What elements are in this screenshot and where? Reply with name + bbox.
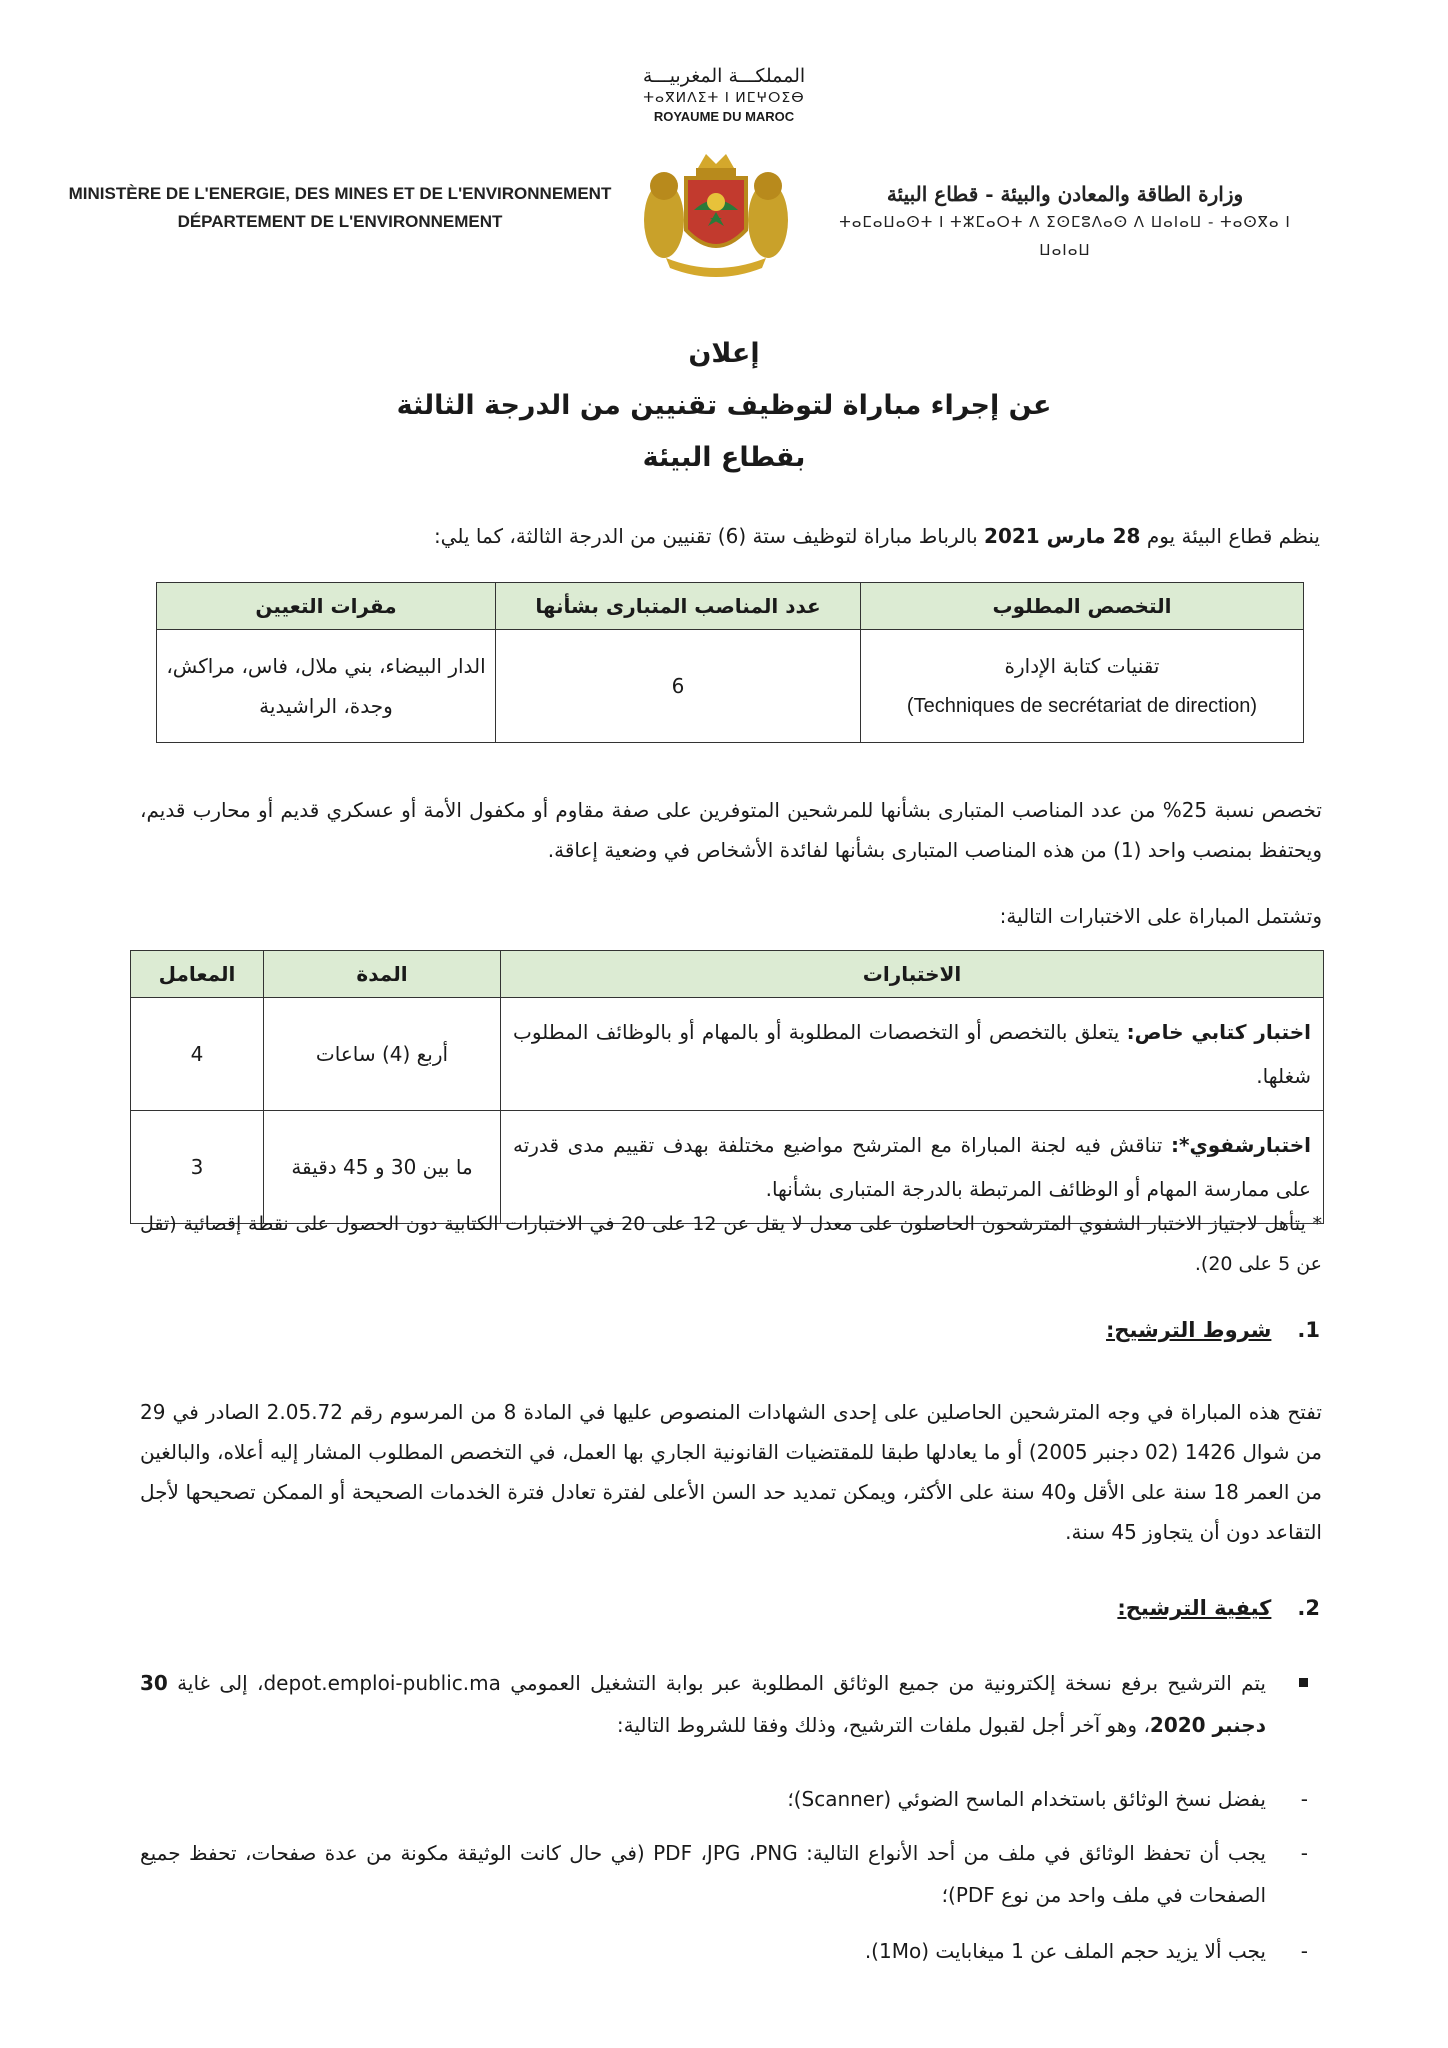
section-number: 1. xyxy=(1297,1318,1320,1342)
application-text-2: ، وهو آخر أجل لقبول ملفات الترشيح، وذلك وفقا للشروط التالية: xyxy=(616,1713,1150,1737)
conditions-paragraph: تفتح هذه المباراة في وجه المترشحين الحاصلين على إحدى الشهادات المنصوص عليها في المادة 8 من المرسوم رقم 2.05.72 الصادر في 29 من شوال 1426 (02 دجنبر 2005) أو ما يعادلها طبقا للمقتضيات القانونية الجاري بها العمل، في التخصص المطلوب المشار إليه أعلاه، والبالغين من العمر 18 سنة على الأقل و40 سنة على الأكثر، ويمكن تمديد حد السن الأعلى لفترة تعادل فترة الخدمات الصحيحة أو الممكن تصحيحها لأجل التقاعد دون أن يتجاوز 45 سنة. xyxy=(140,1400,1322,1544)
section-title: شروط الترشيح: xyxy=(1106,1318,1272,1342)
kingdom-name-tifinagh: ⵜⴰⴳⵍⴷⵉⵜ ⵏ ⵍⵎⵖⵔⵉⴱ xyxy=(643,90,805,106)
test-desc: يتعلق بالتخصص أو التخصصات المطلوبة أو بالمهام أو بالوظائف المطلوب شغلها. xyxy=(513,1020,1311,1088)
test-coefficient: 3 xyxy=(131,1111,264,1224)
section-heading-conditions xyxy=(800,1318,1320,1342)
kingdom-name-fr: ROYAUME DU MAROC xyxy=(653,109,795,124)
dash-marker: - xyxy=(1300,1787,1308,1811)
table-header-row xyxy=(157,583,1304,630)
list-item xyxy=(140,1662,1322,1746)
count-cell: 6 xyxy=(496,630,861,743)
table-header-row xyxy=(131,951,1324,998)
specialty-ar: تقنيات كتابة الإدارة xyxy=(1004,654,1160,678)
dash-marker: - xyxy=(1300,1939,1308,1963)
application-deadline: 30 دجنبر 2020 xyxy=(140,1671,1266,1737)
exam-date: 28 مارس 2021 xyxy=(984,524,1141,548)
bullet-square-icon xyxy=(1299,1678,1308,1687)
title-line-1: إعلان xyxy=(688,338,760,369)
intro-text-1: ينظم قطاع البيئة يوم xyxy=(1140,524,1320,548)
section-title: كيفية الترشيح: xyxy=(1117,1596,1272,1620)
list-item xyxy=(140,1778,1322,1820)
table-row xyxy=(157,630,1304,743)
locations-cell xyxy=(157,630,496,743)
header-specialty: التخصص المطلوب xyxy=(861,583,1304,630)
dash-marker: - xyxy=(1300,1841,1308,1865)
oral-exam-note: * يتأهل لاجتياز الاختبار الشفوي المترشحون الحاصلون على معدل لا يقل عن 12 على 20 في الاختبارات الكتابية دون الحصول على نقطة إقصائية (تقل عن 5 على 20). xyxy=(140,1213,1322,1275)
test-duration: أربع (4) ساعات xyxy=(264,998,501,1111)
positions-table xyxy=(156,582,1304,743)
section-heading-application xyxy=(800,1596,1320,1620)
intro-text-2: بالرباط مباراة لتوظيف ستة (6) تقنيين من الدرجة الثالثة، كما يلي: xyxy=(433,524,985,548)
header-tests: الاختبارات xyxy=(501,951,1324,998)
quota-paragraph: تخصص نسبة 25% من عدد المناصب المتبارى بشأنها للمرشحين المتوفرين على صفة مقاوم أو مكفول الأمة أو عسكري قديم أو محارب قديم، ويحتفظ بمنصب واحد (1) من هذه المناصب المتبارى بشأنها لفائدة الأشخاص في وضعية إعاقة. xyxy=(140,798,1322,862)
kingdom-header xyxy=(604,64,844,126)
requirement-text: يجب أن تحفظ الوثائق في ملف من أحد الأنواع التالية: PDF ،JPG ،PNG (في حال كانت الوثيقة مكونة من عدة صفحات، تحفظ جميع الصفحات في ملف واحد من نوع PDF)؛ xyxy=(140,1841,1266,1907)
locations-line-1: الدار البيضاء، بني ملال، فاس، مراكش، xyxy=(166,654,486,678)
ministry-name-tifinagh: ⵜⴰⵎⴰⵡⴰⵙⵜ ⵏ ⵜⵣⵎⴰⵔⵜ ⴷ ⵉⵙⵎⵓⴷⴰⵙ ⴷ ⵡⴰⵏⴰⵡ - ⵜⴰⵙⴳⴰ ⵏ ⵡⴰⵏⴰⵡ xyxy=(839,213,1291,259)
kingdom-name-ar: المملكـــة المغربيـــة xyxy=(642,65,806,87)
intro-paragraph xyxy=(140,516,1320,556)
ministry-name-ar: وزارة الطاقة والمعادن والبيئة - قطاع البيئة xyxy=(886,182,1244,206)
header-duration: المدة xyxy=(264,951,501,998)
ministry-name-fr: MINISTÈRE DE L'ENERGIE, DES MINES ET DE L'ENVIRONNEMENT xyxy=(68,184,612,203)
test-description xyxy=(501,998,1324,1111)
coat-of-arms-icon xyxy=(636,150,796,278)
announcement-title xyxy=(200,328,1248,484)
test-name: اختبار كتابي خاص: xyxy=(1126,1020,1311,1044)
header-count: عدد المناصب المتبارى بشأنها xyxy=(496,583,861,630)
list-item xyxy=(140,1832,1322,1916)
application-text-1: يتم الترشيح برفع نسخة إلكترونية من جميع الوثائق المطلوبة عبر بوابة التشغيل العمومي depot.emploi-public.ma، إلى غاية xyxy=(167,1671,1266,1695)
header-locations: مقرات التعيين xyxy=(157,583,496,630)
locations-line-2: وجدة، الراشيدية xyxy=(259,694,393,718)
tests-intro: وتشتمل المباراة على الاختبارات التالية: xyxy=(999,904,1322,928)
test-desc: تناقش فيه لجنة المباراة مع المترشح مواضيع مختلفة بهدف تقييم مدى قدرته على ممارسة المهام أو الوظائف المرتبطة بالدرجة المتبارى بشأنها. xyxy=(513,1133,1311,1201)
requirement-text: يجب ألا يزيد حجم الملف عن 1 ميغابايت (1Mo). xyxy=(864,1939,1266,1963)
title-line-3: بقطاع البيئة xyxy=(642,442,806,473)
section-number: 2. xyxy=(1297,1596,1320,1620)
table-row xyxy=(131,998,1324,1111)
test-duration: ما بين 30 و 45 دقيقة xyxy=(264,1111,501,1224)
department-name-fr: DÉPARTEMENT DE L'ENVIRONNEMENT xyxy=(177,212,503,231)
test-name: اختبارشفوي*: xyxy=(1170,1133,1311,1157)
ministry-header-fr xyxy=(60,180,620,236)
specialty-fr: (Techniques de secrétariat de direction) xyxy=(906,695,1258,717)
test-coefficient: 4 xyxy=(131,998,264,1111)
title-line-2: عن إجراء مباراة لتوظيف تقنيين من الدرجة الثالثة xyxy=(396,390,1052,421)
ministry-header-ar xyxy=(830,180,1300,264)
tests-table xyxy=(130,950,1324,1224)
list-item xyxy=(140,1930,1322,1972)
requirement-text: يفضل نسخ الوثائق باستخدام الماسح الضوئي (Scanner)؛ xyxy=(787,1787,1266,1811)
application-text xyxy=(140,1662,1266,1746)
specialty-cell xyxy=(861,630,1304,743)
header-coefficient: المعامل xyxy=(131,951,264,998)
